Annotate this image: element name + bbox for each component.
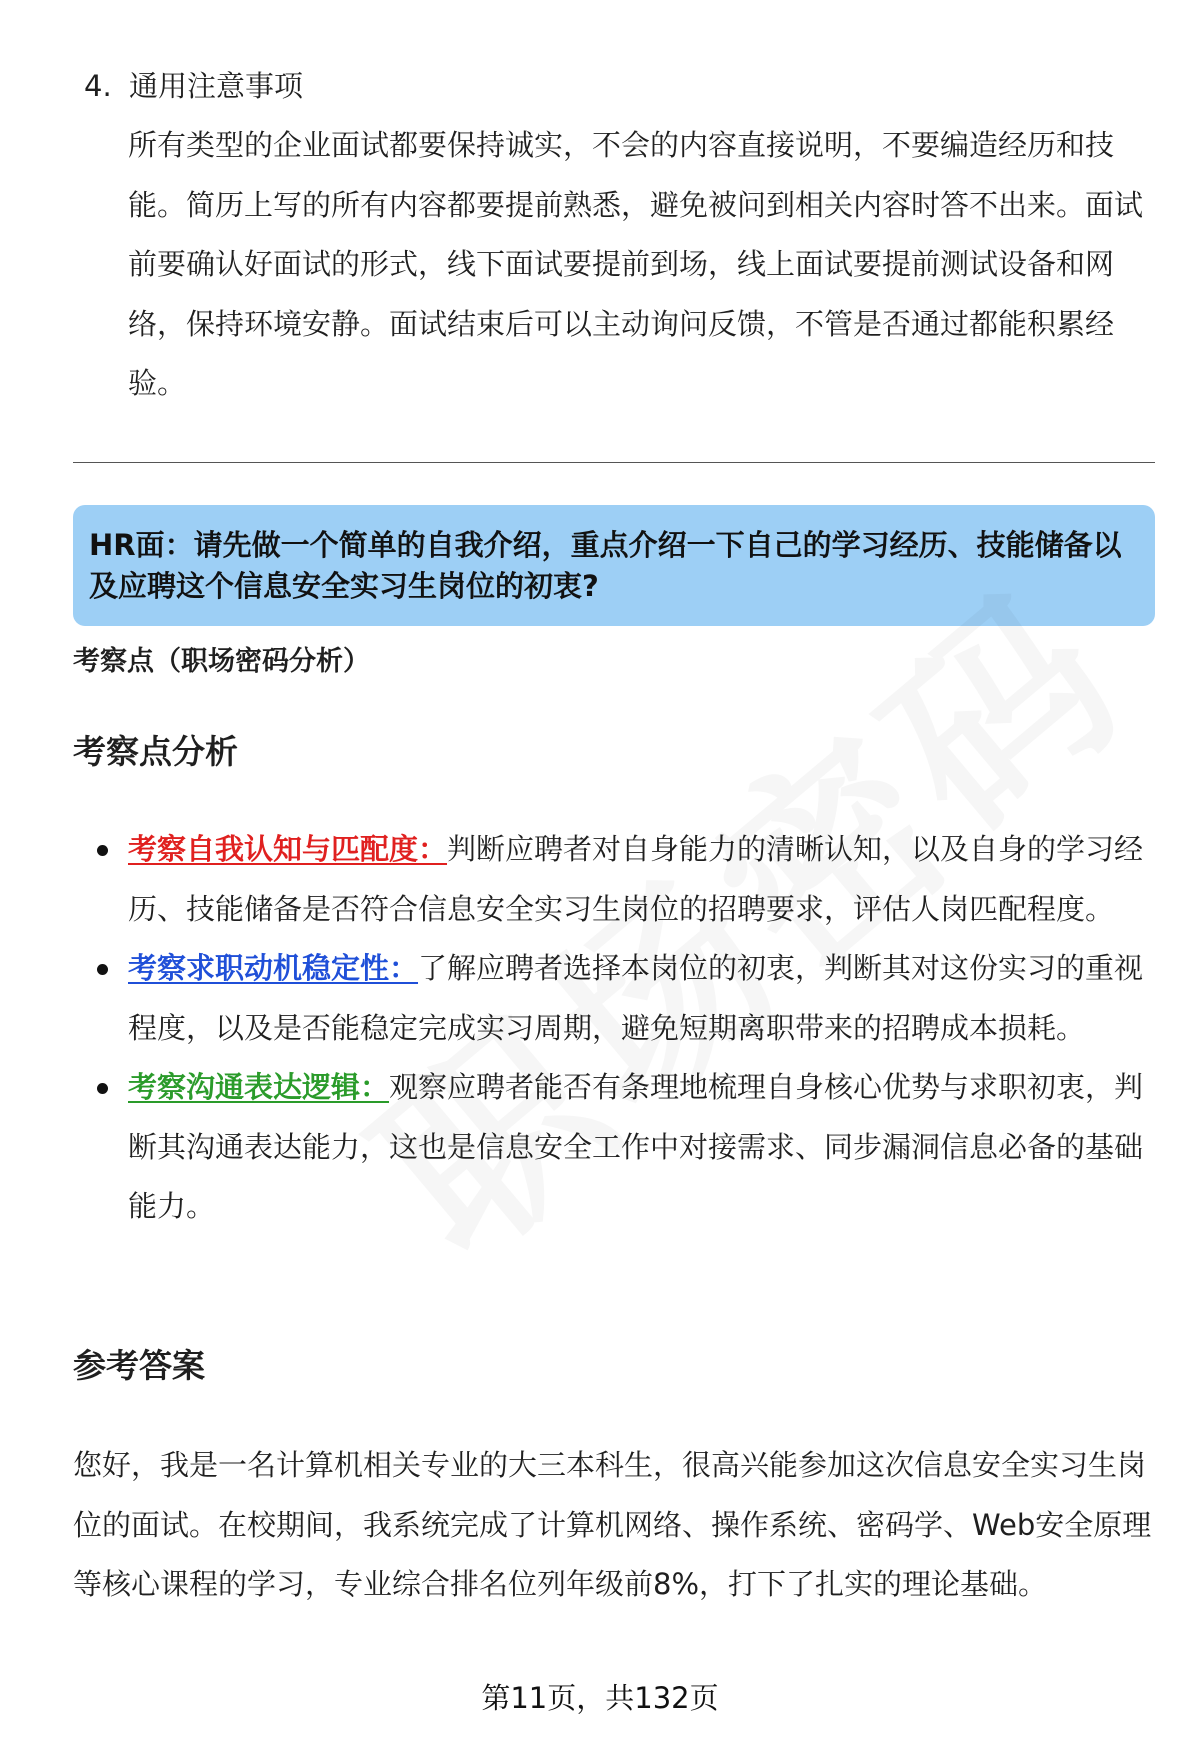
answer-heading: 参考答案 xyxy=(73,1346,205,1385)
section-title: 通用注意事项 xyxy=(129,69,304,103)
bullet-text: 了解应聘者选择本岗位的初衷，判断其对这份实习的重视程度，以及是否能稳定完成实习周期，避免短期离职带来的招聘成本损耗。 xyxy=(128,951,1144,1045)
answer-body: 您好，我是一名计算机相关专业的大三本科生，很高兴能参加这次信息安全实习生岗位的面试。在校期间，我系统完成了计算机网络、操作系统、密码学、Web安全原理等核心课程的学习，专业综合排名位列年级前8%，打下了扎实的理论基础。 xyxy=(73,1448,1152,1601)
question-box xyxy=(73,505,1155,626)
bullet-text: 判断应聘者对自身能力的清晰认知，以及自身的学习经历、技能储备是否符合信息安全实习生岗位的招聘要求，评估人岗匹配程度。 xyxy=(128,832,1144,926)
list-item xyxy=(96,820,1156,939)
bullet-text: 观察应聘者能否有条理地梳理自身核心优势与求职初衷，判断其沟通表达能力，这也是信息安全工作中对接需求、同步漏洞信息必备的基础能力。 xyxy=(128,1070,1144,1223)
divider xyxy=(73,462,1155,463)
examination-points-subheading: 考察点（职场密码分析） xyxy=(73,646,370,677)
bullet-icon xyxy=(97,964,108,975)
page-footer: 第11页，共132页 xyxy=(481,1681,719,1715)
section-heading xyxy=(84,64,303,108)
list-item xyxy=(96,1058,1156,1237)
question-text: HR面：请先做一个简单的自我介绍，重点介绍一下自己的学习经历、技能储备以及应聘这个信息安全实习生岗位的初衷? xyxy=(89,528,1122,603)
bullet-keyword: 考察沟通表达逻辑： xyxy=(128,1070,390,1104)
bullet-keyword: 考察自我认知与匹配度： xyxy=(128,832,448,866)
bullet-icon xyxy=(97,1083,108,1094)
section-body: 所有类型的企业面试都要保持诚实，不会的内容直接说明，不要编造经历和技能。简历上写的所有内容都要提前熟悉，避免被问到相关内容时答不出来。面试前要确认好面试的形式，线下面试要提前到场，线上面试要提前测试设备和网络，保持环境安静。面试结束后可以主动询问反馈，不管是否通过都能积累经验。 xyxy=(128,128,1144,400)
bullet-keyword: 考察求职动机稳定性： xyxy=(128,951,419,985)
bullet-icon xyxy=(97,845,108,856)
analysis-heading: 考察点分析 xyxy=(73,732,238,771)
analysis-list xyxy=(96,820,1156,1237)
list-item xyxy=(96,939,1156,1058)
section-number: 4. xyxy=(84,69,112,103)
